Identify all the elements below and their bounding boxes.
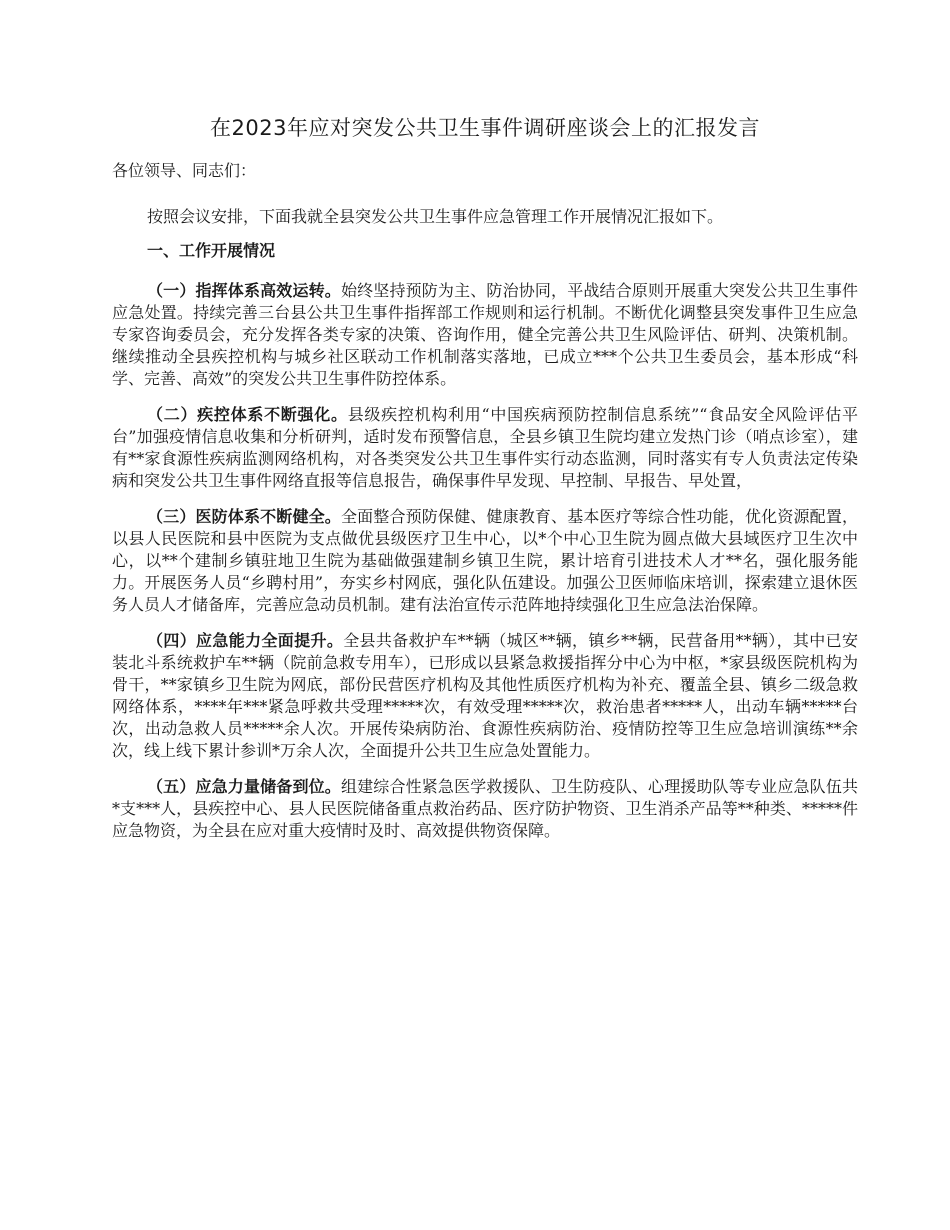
paragraph-emergency-capacity — [112, 630, 858, 762]
paragraph-lead: （三）医防体系不断健全。 — [147, 507, 341, 526]
paragraph-disease-control — [112, 404, 858, 492]
paragraph-lead: （一）指挥体系高效运转。 — [147, 281, 341, 300]
intro-paragraph: 按照会议安排，下面我就全县突发公共卫生事件应急管理工作开展情况汇报如下。 — [147, 207, 724, 226]
paragraph-emergency-reserve — [112, 776, 858, 842]
paragraph-body: 全县共备救护车**辆（城区**辆，镇乡**辆，民营备用**辆），其中已安装北斗系统救护车**辆（院前急救专用车），已形成以县紧急救援指挥分中心为中枢，*家县级医院机构为骨干，**家镇乡卫生院为网底，部份民营医疗机构及其他性质医疗机构为补充、覆盖全县、镇乡二级急救网络体系，****年***紧急呼救共受理*****次，有效受理*****次，救治患者*****人，出动车辆*****台次，出动急救人员*****余人次。开展传染病防治、食源性疾病防治、疫情防控等卫生应急培训演练**余次，线上线下累计参训*万余人次，全面提升公共卫生应急处置能力。 — [112, 631, 858, 760]
paragraph-lead: （四）应急能力全面提升。 — [147, 631, 344, 650]
paragraph-body: 组建综合性紧急医学救援队、卫生防疫队、心理援助队等专业应急队伍共*支***人，县疾控中心、县人民医院储备重点救治药品、医疗防护物资、卫生消杀产品等**种类、*****件应急物资，为全县在应对重大疫情时及时、高效提供物资保障。 — [112, 777, 858, 840]
document-title: 在2023年应对突发公共卫生事件调研座谈会上的汇报发言 — [210, 116, 760, 140]
section-heading: 一、工作开展情况 — [147, 241, 276, 260]
paragraph-lead: （五）应急力量储备到位。 — [147, 777, 341, 796]
paragraph-command-system — [112, 280, 858, 390]
salutation: 各位领导、同志们： — [112, 161, 257, 180]
paragraph-medical-prevention — [112, 506, 858, 616]
paragraph-lead: （二）疾控体系不断强化。 — [147, 405, 348, 424]
paragraph-body: 全面整合预防保健、健康教育、基本医疗等综合性功能，优化资源配置，以县人民医院和县中医院为支点做优县级医疗卫生中心，以*个中心卫生院为圆点做大县域医疗卫生次中心，以**个建制乡镇驻地卫生院为基础做强建制乡镇卫生院，累计培育引进技术人才**名，强化服务能力。开展医务人员“乡聘村用”，夯实乡村网底，强化队伍建设。加强公卫医师临床培训，探索建立退休医务人员人才储备库，完善应急动员机制。建有法治宣传示范阵地持续强化卫生应急法治保障。 — [112, 507, 858, 614]
paragraph-body: 县级疾控机构利用“中国疾病预防控制信息系统”“食品安全风险评估平台”加强疫情信息收集和分析研判，适时发布预警信息，全县乡镇卫生院均建立发热门诊（哨点诊室），建有**家食源性疾病监测网络机构，对各类突发公共卫生事件实行动态监测，同时落实有专人负责法定传染病和突发公共卫生事件网络直报等信息报告，确保事件早发现、早控制、早报告、早处置， — [112, 405, 858, 490]
paragraph-body: 始终坚持预防为主、防治协同，平战结合原则开展重大突发公共卫生事件应急处置。持续完善三台县公共卫生事件指挥部工作规则和运行机制。不断优化调整县突发事件卫生应急专家咨询委员会，充分发挥各类专家的决策、咨询作用，健全完善公共卫生风险评估、研判、决策机制。继续推动全县疾控机构与城乡社区联动工作机制落实落地，已成立***个公共卫生委员会，基本形成“科学、完善、高效”的突发公共卫生事件防控体系。 — [112, 281, 858, 388]
